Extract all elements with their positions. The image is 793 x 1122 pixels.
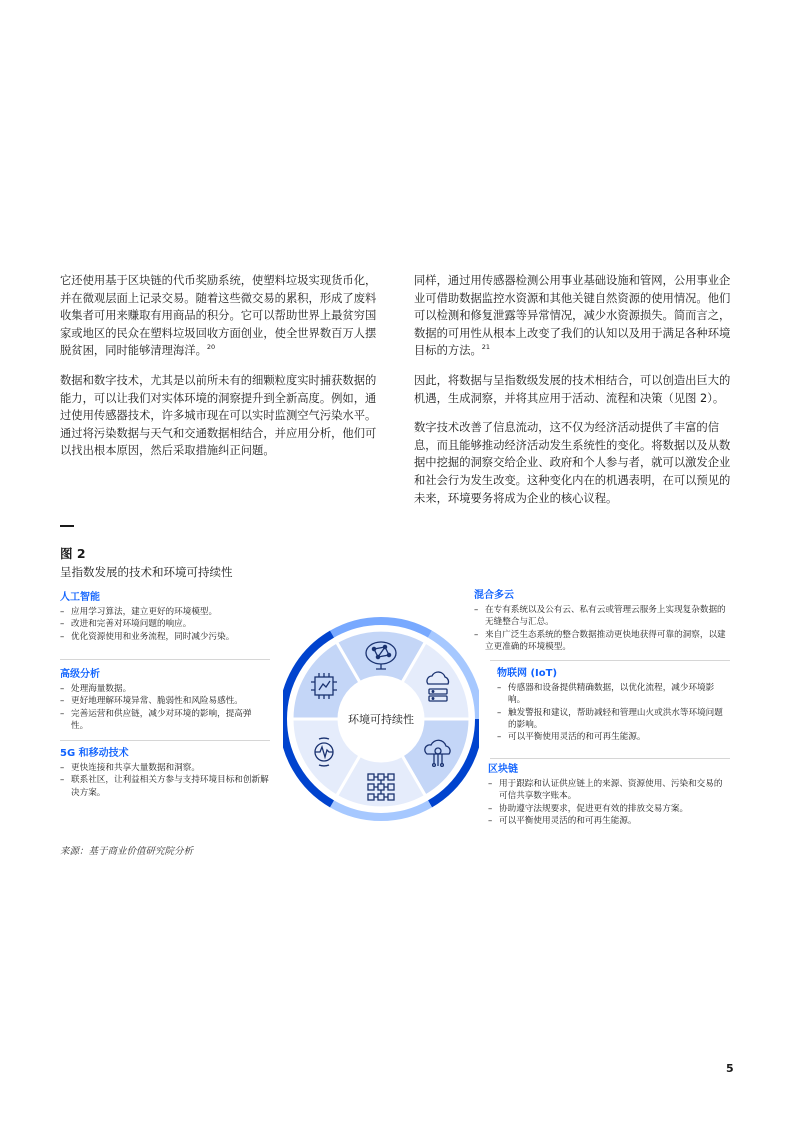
paragraph: 数字技术改善了信息流动，这不仅为经济活动提供了丰富的信息，而且能够推动经济活动发生系统性的变化。将数据以及从数据中挖掘的洞察交给企业、政府和个人参与者，就可以激发企业和社会行为发生改变。这种变化内在的机遇表明，在可以预见的未来，环境要务将成为企业的核心议程。 [414, 421, 731, 505]
left-text-column [60, 272, 378, 472]
group-rule [60, 740, 270, 741]
list-item: – 在专有系统以及公有云、私有云或管理云服务上实现复杂数据的无缝整合与汇总。 [474, 604, 730, 628]
list-item: – 更快连接和共享大量数据和洞察。 [60, 762, 272, 774]
list-item: – 用于跟踪和认证供应链上的来源、资源使用、污染和交易的可信共享数字账本。 [488, 778, 730, 802]
group-rule [490, 660, 730, 661]
group-title: 5G 和移动技术 [60, 748, 129, 759]
right-text-column [414, 272, 732, 519]
list-item: – 传感器和设备提供精确数据，以优化流程，减少环境影响。 [497, 682, 730, 706]
group-blockchain [488, 764, 730, 827]
list-item: – 可以平衡使用灵活的和可再生能源。 [488, 815, 730, 827]
figure-label: 图 2 [60, 546, 86, 561]
page-number: 5 [726, 1062, 734, 1075]
group-title: 高级分析 [60, 669, 100, 680]
list-item: – 协助遵守法规要求，促进更有效的排放交易方案。 [488, 803, 730, 815]
center-label: 环境可持续性 [348, 713, 414, 726]
list-item: – 更好地理解环境异常、脆弱性和风险易感性。 [60, 695, 265, 707]
list-item: – 触发警报和建议，帮助减轻和管理山火或洪水等环境问题的影响。 [497, 707, 730, 731]
section-divider [60, 525, 74, 527]
list-item: – 处理海量数据。 [60, 683, 265, 695]
group-rule [60, 659, 270, 660]
source-note: 来源：基于商业价值研究院分析 [60, 846, 194, 857]
paragraph: 数据和数字技术，尤其是以前所未有的细颗粒度实时捕获数据的能力，可以让我们对实体环境的洞察提升到全新高度。例如，通过使用传感器技术，许多城市现在可以实时监测空气污染水平。通过将污染数据与天气和交通数据相结合，并应用分析，他们可以找出根本原因，然后采取措施纠正问题。 [60, 373, 377, 458]
group-title: 人工智能 [60, 592, 100, 603]
list-item: – 应用学习算法，建立更好的环境模型。 [60, 606, 285, 618]
list-item: – 改进和完善对环境问题的响应。 [60, 618, 285, 630]
paragraph: 因此，将数据与呈指数级发展的技术相结合，可以创造出巨大的机遇，生成洞察，并将其应用于活动、流程和决策（见图 2）。 [414, 373, 731, 405]
figure-subtitle: 呈指数发展的技术和环境可持续性 [60, 565, 233, 579]
group-5g [60, 748, 272, 799]
group-rule [490, 758, 730, 759]
group-ai [60, 592, 285, 643]
group-analytics [60, 669, 265, 732]
list-item: – 优化资源使用和业务流程，同时减少污染。 [60, 631, 285, 643]
group-title: 混合多云 [474, 590, 514, 601]
paragraph: 同样，通过用传感器检测公用事业基础设施和管网，公用事业企业可借助数据监控水资源和其他关键自然资源的使用情况。他们可以检测和修复泄露等异常情况，减少水资源损失。简而言之，数据的可用性从根本上改变了我们的认知以及用于满足各种环境目标的方法。$^{21}$ [414, 274, 731, 358]
group-iot [497, 668, 730, 743]
list-item: – 可以平衡使用灵活的和可再生能源。 [497, 731, 730, 743]
group-title: 区块链 [488, 764, 518, 775]
list-item: – 联系社区，让利益相关方参与支持环境目标和创新解决方案。 [60, 774, 272, 798]
list-item: – 来自广泛生态系统的整合数据推动更快地获得可靠的洞察，以建立更准确的环境模型。 [474, 629, 730, 653]
sustainability-wheel [283, 605, 479, 829]
paragraph: 它还使用基于区块链的代币奖励系统，使塑料垃圾实现货币化，并在微观层面上记录交易。随着这些微交易的累积，形成了废料收集者可用来赚取有用商品的积分。它可以帮助世界上最贫穷国家或地区的民众在塑料垃圾回收方面创业，使全世界数百万人摆脱贫困，同时能够清理海洋。$^{20}$ [60, 274, 377, 358]
group-hybrid-cloud [474, 590, 730, 653]
list-item: – 完善运营和供应链，减少对环境的影响，提高弹性。 [60, 708, 265, 732]
group-title: 物联网 (IoT) [497, 668, 558, 679]
